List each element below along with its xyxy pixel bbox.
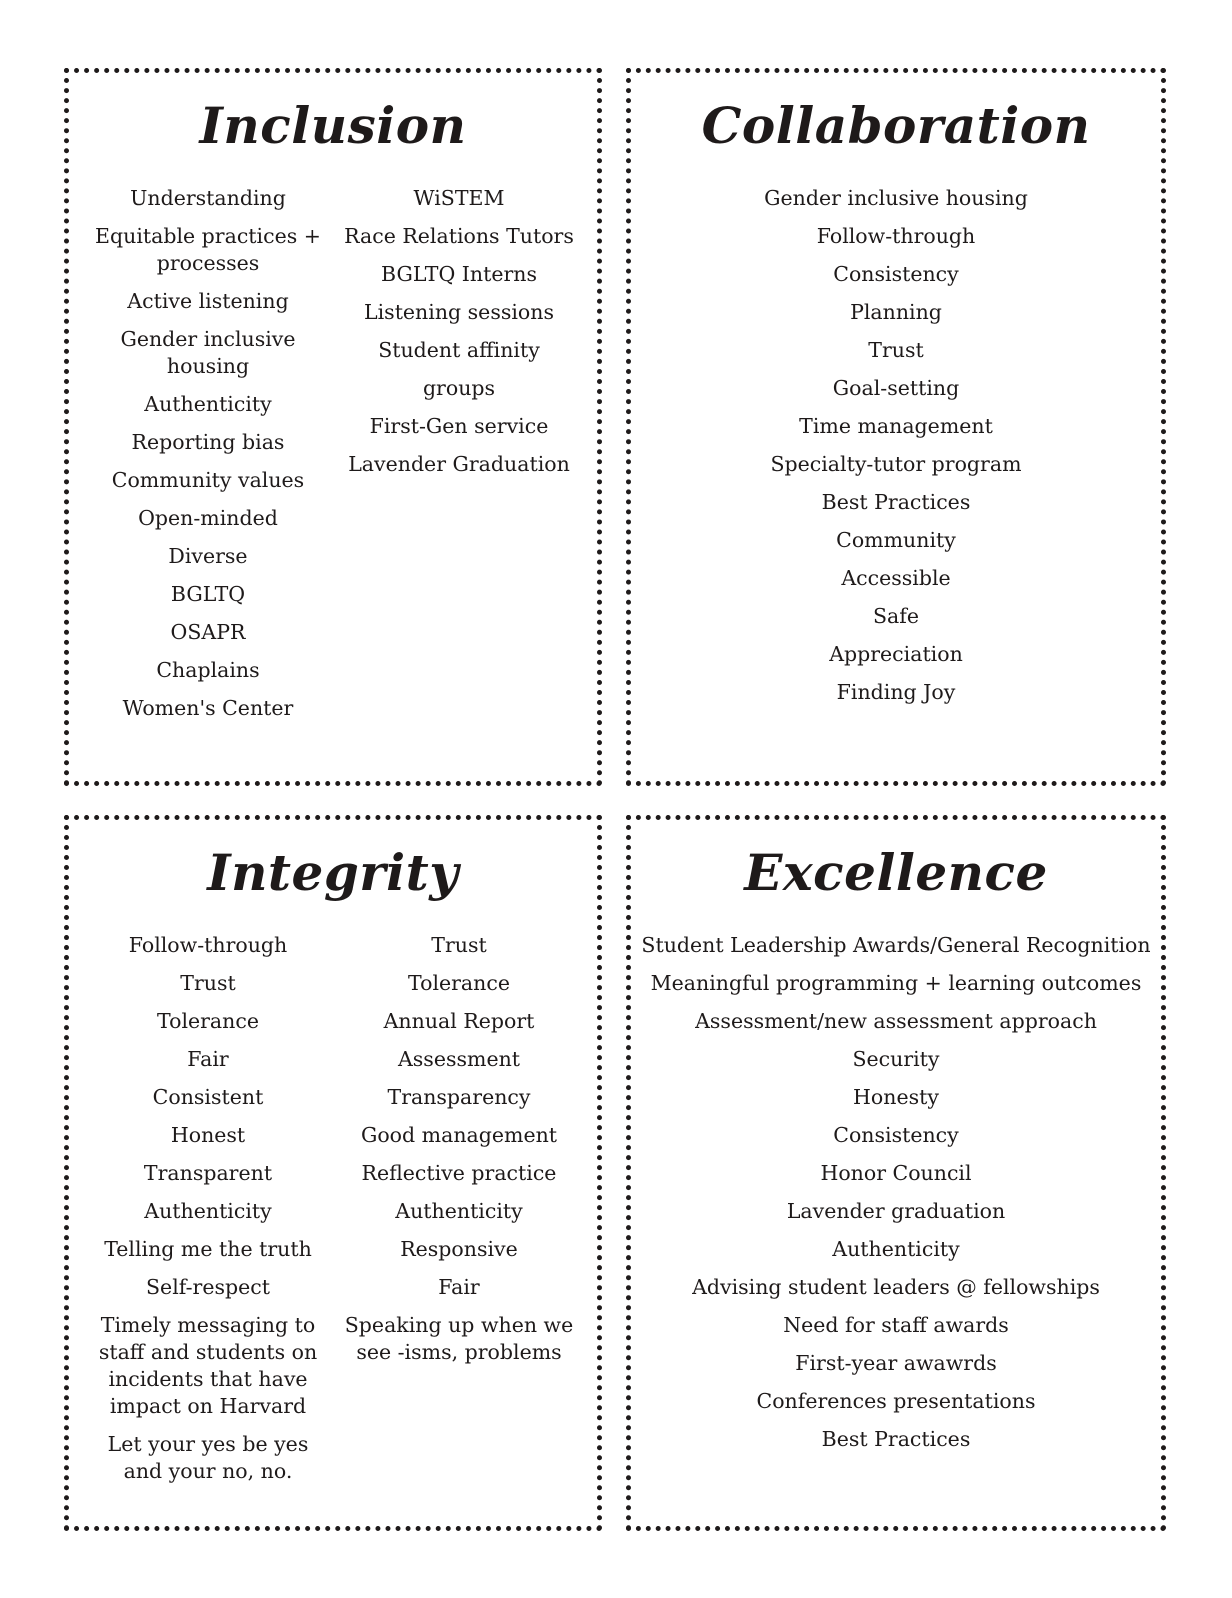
collaboration-list (641, 185, 1151, 717)
integrity-item: Reflective practice (361, 1161, 557, 1185)
integrity-item: Tolerance (408, 971, 510, 995)
inclusion-title: Inclusion (199, 96, 467, 155)
integrity-item: Telling me the truth (104, 1237, 312, 1261)
inclusion-item: Chaplains (156, 658, 260, 682)
integrity-list-right (339, 932, 579, 1377)
inclusion-item: Equitable practices + processes (95, 224, 321, 275)
collaboration-item: Safe (873, 604, 919, 628)
collaboration-item: Goal-setting (832, 376, 960, 400)
inclusion-item: Community values (111, 468, 305, 492)
inclusion-item: BGLTQ Interns (381, 262, 537, 286)
inclusion-item: Active listening (127, 289, 289, 313)
excellence-title: Excellence (744, 843, 1048, 902)
excellence-item: Assessment/new assessment approach (695, 1009, 1097, 1033)
excellence-item: Consistency (833, 1123, 959, 1147)
integrity-item: Responsive (400, 1237, 518, 1261)
integrity-item: Honest (170, 1123, 246, 1147)
excellence-item: Conferences presentations (756, 1389, 1036, 1413)
inclusion-item: First-Gen service (369, 414, 549, 438)
integrity-item: Timely messaging to staff and students on incidents that have impact on Harvard (98, 1313, 318, 1418)
collaboration-item: Best Practices (821, 490, 971, 514)
integrity-item: Authenticity (395, 1199, 523, 1223)
inclusion-item: Student affinity (378, 338, 540, 362)
integrity-item: Authenticity (144, 1199, 272, 1223)
collaboration-item: Community (836, 528, 956, 552)
integrity-item: Self-respect (146, 1275, 270, 1299)
excellence-list (637, 932, 1155, 1464)
integrity-item: Transparent (143, 1161, 273, 1185)
excellence-item: Meaningful programming + learning outcomes (650, 971, 1142, 995)
excellence-item: Need for staff awards (783, 1313, 1009, 1337)
integrity-item: Trust (180, 971, 236, 995)
integrity-item: Speaking up when we see -isms, problems (344, 1313, 574, 1364)
collaboration-card (626, 68, 1166, 786)
collaboration-item: Accessible (841, 566, 951, 590)
inclusion-item: Authenticity (144, 392, 272, 416)
inclusion-item: Listening sessions (364, 300, 554, 324)
collaboration-item: Consistency (833, 262, 959, 286)
excellence-item: Best Practices (821, 1427, 971, 1451)
inclusion-item: Women's Center (122, 696, 294, 720)
integrity-item: Fair (187, 1047, 229, 1071)
integrity-item: Assessment (397, 1047, 521, 1071)
inclusion-item: WiSTEM (413, 186, 505, 210)
excellence-item: Honor Council (820, 1161, 972, 1185)
integrity-card (64, 815, 602, 1531)
integrity-item: Trust (431, 933, 487, 957)
integrity-item: Fair (438, 1275, 480, 1299)
collaboration-item: Appreciation (829, 642, 963, 666)
excellence-item: Lavender graduation (786, 1199, 1006, 1223)
inclusion-item: Race Relations Tutors (344, 224, 574, 248)
excellence-item: First-year awawrds (795, 1351, 997, 1375)
inclusion-item: OSAPR (170, 620, 246, 644)
collaboration-title: Collaboration (701, 96, 1091, 155)
excellence-item: Advising student leaders @ fellowships (692, 1275, 1100, 1299)
inclusion-list-left (89, 185, 327, 733)
inclusion-item: Reporting bias (131, 430, 285, 454)
integrity-list-left (89, 932, 327, 1496)
collaboration-item: Trust (868, 338, 924, 362)
inclusion-list-right (339, 185, 579, 489)
integrity-item: Consistent (152, 1085, 264, 1109)
excellence-item: Honesty (853, 1085, 939, 1109)
excellence-item: Security (852, 1047, 940, 1071)
inclusion-card (64, 68, 602, 786)
integrity-item: Annual Report (383, 1009, 535, 1033)
inclusion-item: Lavender Graduation (348, 452, 570, 476)
excellence-item: Student Leadership Awards/General Recognition (641, 933, 1151, 957)
inclusion-item: Diverse (168, 544, 248, 568)
integrity-item: Good management (360, 1123, 558, 1147)
collaboration-item: Specialty-tutor program (770, 452, 1022, 476)
collaboration-item: Planning (850, 300, 942, 324)
collaboration-item: Finding Joy (836, 680, 956, 704)
excellence-card (626, 815, 1166, 1531)
collaboration-item: Gender inclusive housing (764, 186, 1028, 210)
integrity-title: Integrity (207, 843, 459, 902)
inclusion-item: groups (422, 376, 496, 400)
integrity-item: Follow-through (128, 933, 288, 957)
collaboration-item: Follow-through (816, 224, 976, 248)
collaboration-item: Time management (799, 414, 993, 438)
excellence-item: Authenticity (832, 1237, 960, 1261)
inclusion-item: BGLTQ (170, 582, 246, 606)
inclusion-item: Understanding (130, 186, 286, 210)
integrity-item: Tolerance (157, 1009, 259, 1033)
integrity-item: Transparency (387, 1085, 531, 1109)
inclusion-item: Gender inclusive housing (120, 327, 296, 378)
inclusion-item: Open-minded (138, 506, 278, 530)
integrity-item: Let your yes be yes and your no, no. (107, 1432, 309, 1483)
